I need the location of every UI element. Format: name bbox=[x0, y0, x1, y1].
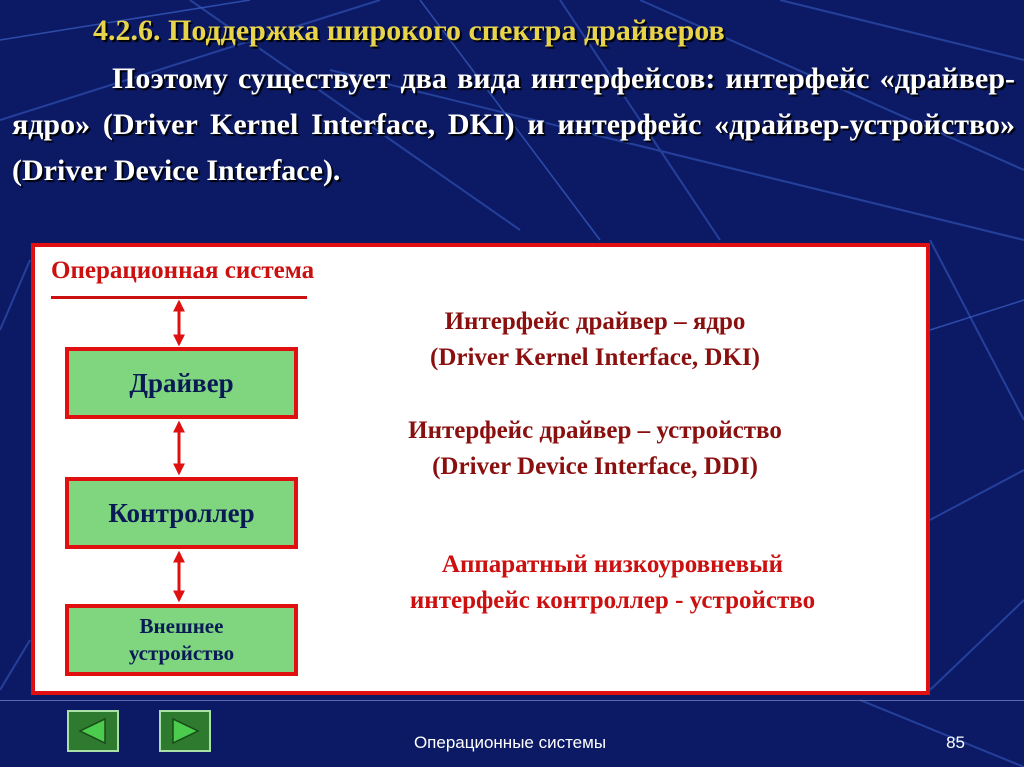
dki-line1: Интерфейс драйвер – ядро bbox=[444, 308, 746, 335]
triangle-left-icon bbox=[75, 716, 111, 746]
next-slide-button[interactable] bbox=[159, 710, 211, 752]
dki-description bbox=[330, 304, 860, 376]
device-label-line1: Внешнее bbox=[139, 614, 224, 638]
driver-label: Драйвер bbox=[129, 367, 234, 398]
controller-box bbox=[65, 477, 298, 549]
ddi-line1: Интерфейс драйвер – устройство bbox=[408, 417, 782, 444]
hw-description bbox=[330, 547, 895, 619]
slide-title: 4.2.6. Поддержка широкого спектра драйверов bbox=[93, 14, 725, 47]
os-label: Операционная система bbox=[51, 257, 315, 284]
driver-box bbox=[65, 347, 298, 419]
hw-line2: интерфейс контроллер - устройство bbox=[409, 587, 816, 614]
course-name: Операционные системы bbox=[413, 733, 607, 752]
dki-line2: (Driver Kernel Interface, DKI) bbox=[430, 344, 760, 371]
os-underline bbox=[51, 296, 307, 299]
controller-label: Контроллер bbox=[108, 497, 255, 528]
page-number: 85 bbox=[946, 733, 965, 752]
hw-line1: Аппаратный низкоуровневый bbox=[441, 551, 784, 578]
triangle-right-icon bbox=[167, 716, 203, 746]
intro-paragraph: Поэтому существует два вида интерфейсов: интерфейс «драйвер-ядро» (Driver Kernel Interface, DKI) и интерфейс «драйвер-устройство» (Driver Device Interface). bbox=[12, 62, 1015, 187]
device-box bbox=[65, 604, 298, 676]
ddi-line2: (Driver Device Interface, DDI) bbox=[432, 453, 758, 480]
prev-slide-button[interactable] bbox=[67, 710, 119, 752]
footer-divider bbox=[0, 700, 1024, 701]
ddi-description bbox=[330, 413, 860, 485]
device-label-line2: устройство bbox=[128, 641, 235, 665]
